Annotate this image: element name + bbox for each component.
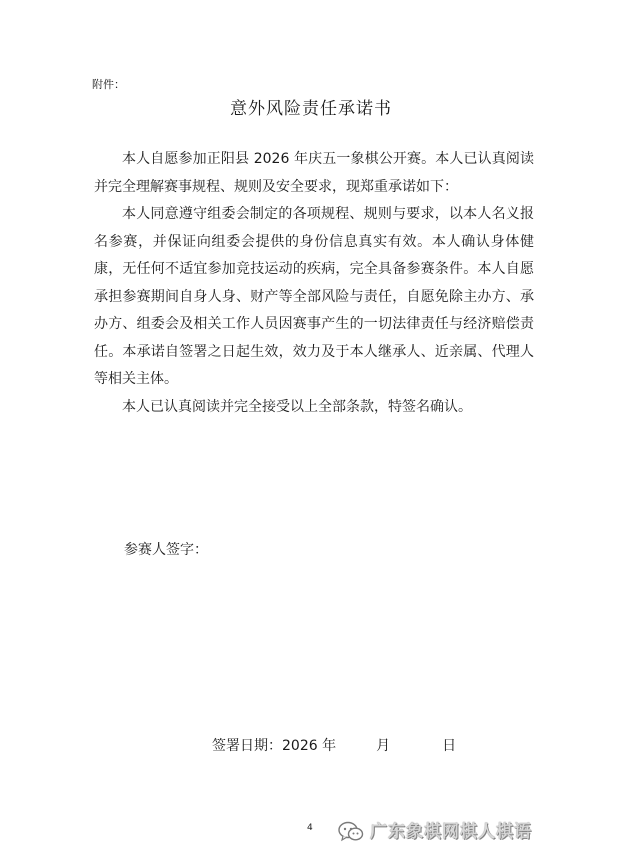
- document-body: [94, 146, 534, 421]
- signing-date-month: 月: [376, 738, 391, 754]
- watermark-text: 广东象棋网棋人棋语: [370, 822, 532, 842]
- paragraph-intro: 本人自愿参加正阳县 2026 年庆五一象棋公开赛。本人已认真阅读并完全理解赛事规程、规则及安全要求，现郑重承诺如下：: [94, 151, 534, 195]
- attachment-label: 附件：: [92, 78, 125, 91]
- page-number: 4: [307, 823, 313, 833]
- signing-date-day: 日: [442, 738, 457, 754]
- signature-label: 参赛人签字：: [124, 542, 208, 558]
- signing-date-line: [212, 736, 456, 756]
- document-title: 意外风险责任承诺书: [230, 99, 392, 119]
- signing-date-label: 签署日期：2026 年: [212, 738, 337, 754]
- paragraph-confirmation: 本人已认真阅读并完全接受以上全部条款，特签名确认。: [122, 398, 472, 415]
- watermark: [338, 818, 532, 846]
- wechat-icon: [338, 821, 364, 843]
- paragraph-commitment: 本人同意遵守组委会制定的各项规程、规则与要求，以本人名义报名参赛，并保证向组委会提供的身份信息真实有效。本人确认身体健康，无任何不适宜参加竞技运动的疾病，完全具备参赛条件。本人自愿承担参赛期间自身人身、财产等全部风险与责任，自愿免除主办方、承办方、组委会及相关工作人员因赛事产生的一切法律责任与经济赔偿责任。本承诺自签署之日起生效，效力及于本人继承人、近亲属、代理人等相关主体。: [94, 206, 534, 387]
